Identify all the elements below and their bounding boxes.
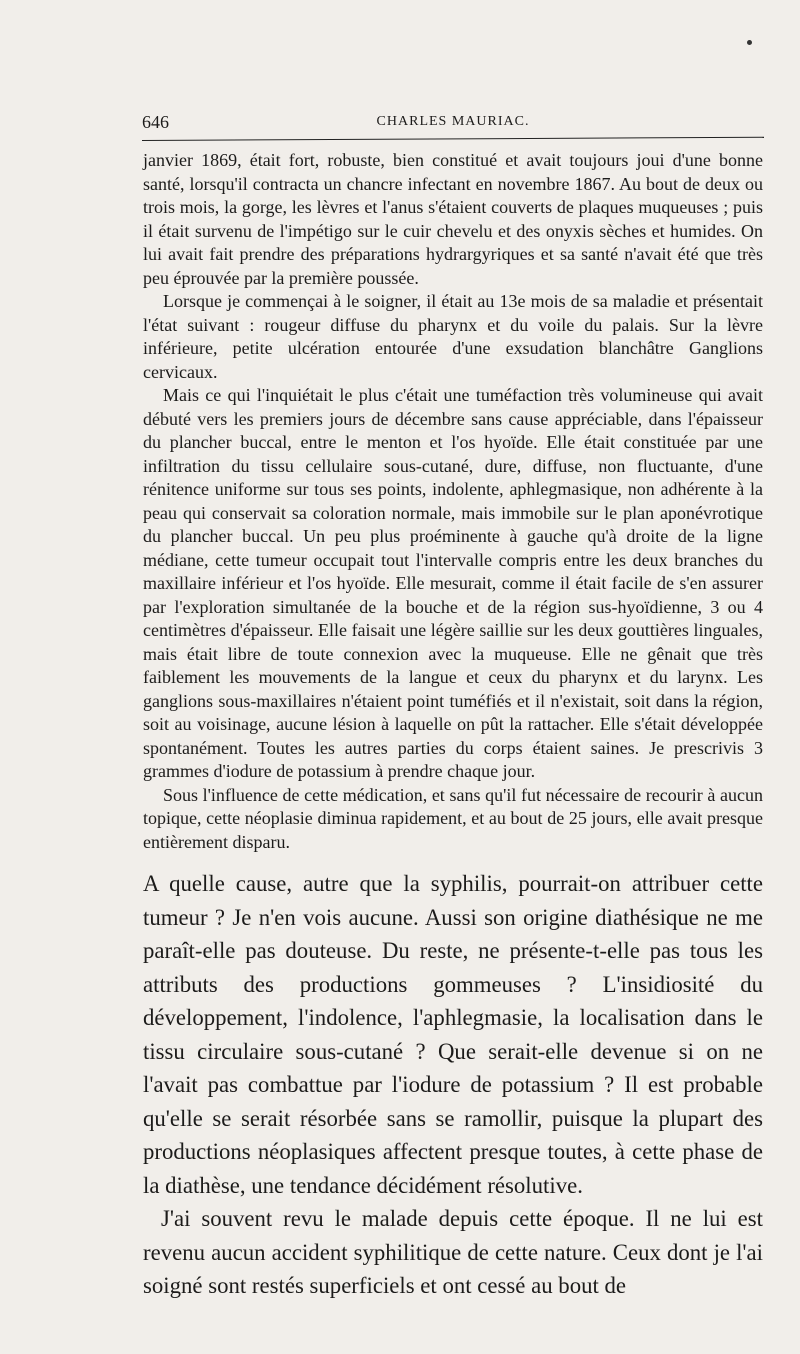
- case-paragraph-4: Sous l'influence de cette médication, et sans qu'il fut nécessaire de recourir à aucun topique, cette néoplasie diminua rapidement, et au bout de 25 jours, elle avait presque entièrement disparu.: [143, 784, 763, 852]
- case-paragraph-2: Lorsque je commençai à le soigner, il était au 13e mois de sa maladie et présentait l'état suivant : rougeur diffuse du pharynx et du voile du palais. Sur la lèvre inférieure, petite ulcération entourée d'une exsudation blanchâtre Ganglions cervicaux.: [143, 291, 763, 382]
- running-head: CHARLES MAURIAC.: [376, 114, 530, 129]
- case-paragraph-1: janvier 1869, était fort, robuste, bien constitué et avait toujours joui d'une bonne santé, lorsqu'il contracta un chancre infectant en novembre 1867. Au bout de deux ou trois mois, la gorge, les lèvres et l'anus s'étaient couverts de plaques muqueuses ; puis il était survenu de l'impétigo sur le cuir chevelu et des onyxis sèches et humides. On lui avait fait prendre des préparations hydrargyriques et sa santé n'avait été que très peu éprouvée par la première poussée.: [143, 150, 763, 288]
- commentary-text: [143, 867, 763, 1303]
- case-paragraph-3: Mais ce qui l'inquiétait le plus c'était une tuméfaction très volumineuse qui avait débuté vers les premiers jours de décembre sans cause appréciable, dans l'épaisseur du plancher buccal, entre le menton et l'os hyoïde. Elle était constituée par une infiltration du tissu cellulaire sous-cutané, dure, diffuse, non fluctuante, d'une rénitence uniforme sur tous ses points, indolente, aphlegmasique, non adhérente à la peau qui conservait sa coloration normale, mais immobile sur le plan aponévrotique du plancher buccal. Un peu plus proéminente à gauche qu'à droite de la ligne médiane, cette tumeur occupait tout l'intervalle compris entre les deux branches du maxillaire inférieur et l'os hyoïde. Elle mesurait, comme il était facile de s'en assurer par l'exploration simultanée de la bouche et de la région sus-hyoïdienne, 3 ou 4 centimètres d'épaisseur. Elle faisait une légère saillie sur les deux gouttières linguales, mais était libre de toute connexion avec la muqueuse. Elle ne gênait que très faiblement les mouvements de la langue et ceux du pharynx et du larynx. Les ganglions sous-maxillaires n'étaient point tuméfiés et il n'existait, soit dans la région, soit au voisinage, aucune lésion à laquelle on pût la rattacher. Elle s'était développée spontanément. Toutes les autres parties du corps étaient saines. Je prescrivis 3 grammes d'iodure de potassium à prendre chaque jour.: [143, 385, 763, 781]
- case-report-text: [143, 149, 763, 854]
- page-number: 646: [142, 112, 169, 132]
- commentary-paragraph-2: J'ai souvent revu le malade depuis cette époque. Il ne lui est revenu aucun accident syphilitique de cette nature. Ceux dont je l'ai soigné sont restés superficiels et ont cessé au bout de: [143, 1206, 763, 1298]
- commentary-paragraph-1: A quelle cause, autre que la syphilis, pourrait-on attribuer cette tumeur ? Je n'en vois aucune. Aussi son origine diathésique ne me paraît-elle pas douteuse. Du reste, ne présente-t-elle pas tous les attributs des productions gommeuses ? L'insidiosité du développement, l'indolence, l'aphlegmasie, la localisation dans le tissu circulaire sous-cutané ? Que serait-elle devenue si on ne l'avait pas combattue par l'iodure de potassium ? Il est probable qu'elle se serait résorbée sans se ramollir, puisque la plupart des productions néoplasiques affectent presque toutes, à cette phase de la diathèse, une tendance décidément résolutive.: [143, 871, 763, 1198]
- header-rule: [142, 137, 764, 141]
- page-header: [142, 112, 764, 136]
- ink-dot: [747, 40, 752, 45]
